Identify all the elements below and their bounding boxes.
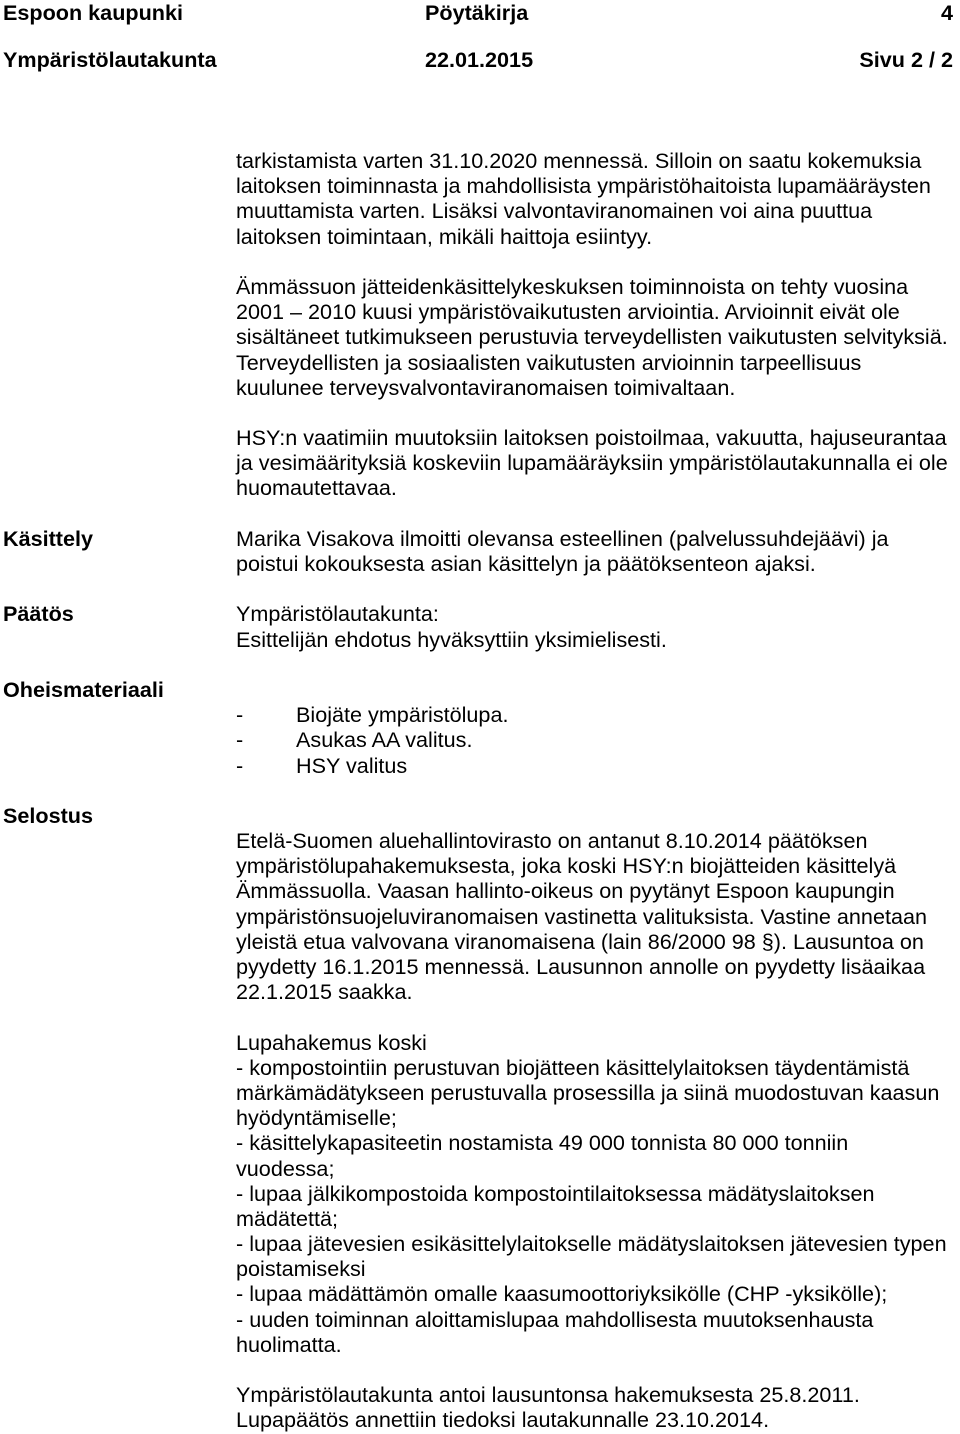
section-selostus bbox=[0, 803, 960, 1433]
paragraph bbox=[236, 1382, 960, 1432]
text-line: vuodessa; bbox=[236, 1155, 335, 1181]
section-paatos bbox=[0, 601, 960, 651]
text-line: tarkistamista varten 31.10.2020 mennessä. Silloin on saatu kokemuksia bbox=[236, 148, 922, 173]
text-line: huomautettavaa. bbox=[236, 475, 397, 501]
text-line: Ympäristölautakunta antoi lausuntonsa hakemuksesta 25.8.2011. bbox=[236, 1382, 860, 1408]
meeting-date: 22.01.2015 bbox=[425, 47, 534, 72]
text-line: huolimatta. bbox=[236, 1331, 342, 1357]
text-line: laitoksen toiminnasta ja mahdollisista ympäristöhaitoista lupamääräysten bbox=[236, 173, 931, 199]
text-line: hyödyntämiselle; bbox=[236, 1105, 397, 1131]
attachment-item-text: HSY valitus bbox=[296, 752, 408, 778]
text-line: muuttamista varten. Lisäksi valvontaviranomainen voi aina puuttua bbox=[236, 198, 873, 224]
text-line: - lupaa jätevesien esikäsittelylaitokselle mädätyslaitoksen jätevesien typen bbox=[236, 1231, 947, 1257]
text-line: yleistä etua valvovana viranomaisena (lain 86/2000 98 §). Lausuntoa on bbox=[236, 928, 924, 954]
text-line: - lupaa jälkikompostoida kompostointilaitoksessa mädätyslaitoksen bbox=[236, 1180, 875, 1206]
section-label-paatos: Päätös bbox=[3, 601, 74, 627]
text-line: Esittelijän ehdotus hyväksyttiin yksimielisesti. bbox=[236, 626, 667, 652]
attachment-item bbox=[236, 753, 960, 778]
organization-name: Espoon kaupunki bbox=[3, 0, 183, 25]
text-line: - kompostointiin perustuvan biojätteen käsittelylaitoksen täydentämistä bbox=[236, 1054, 910, 1080]
section-label-kasittely: Käsittely bbox=[3, 525, 94, 551]
committee-name: Ympäristölautakunta bbox=[3, 47, 217, 72]
text-line: mädätettä; bbox=[236, 1205, 339, 1231]
intro-text bbox=[236, 148, 960, 501]
text-line: ja vesimäärityksiä koskeviin lupamääräyksiin ympäristölautakunnalla ei ole bbox=[236, 450, 948, 476]
paragraph bbox=[236, 148, 960, 249]
text-line: poistui kokouksesta asian käsittelyn ja päätöksenteon ajaksi. bbox=[236, 551, 816, 576]
attachment-list bbox=[236, 677, 960, 778]
text-line: märkämädätykseen perustuvalla prosessilla ja siinä muodostuvan kaasun bbox=[236, 1079, 940, 1105]
section-label-selostus: Selostus bbox=[3, 802, 94, 828]
attachment-item-text: Biojäte ympäristölupa. bbox=[296, 702, 509, 728]
section-content-paatos bbox=[236, 601, 960, 651]
paragraph bbox=[236, 425, 960, 501]
list-bullet: - bbox=[236, 702, 244, 728]
text-line: ympäristönsuojeluviranomaisen vastinetta valituksista. Vastine annetaan bbox=[236, 903, 927, 929]
attachment-item bbox=[236, 727, 960, 752]
text-line: laitoksen toimintaan, mikäli haittoja esiintyy. bbox=[236, 223, 653, 249]
text-line: - käsittelykapasiteetin nostamista 49 000 tonnista 80 000 tonniin bbox=[236, 1130, 849, 1156]
section-content-selostus bbox=[236, 803, 960, 1433]
attachment-item bbox=[236, 702, 960, 727]
list-bullet: - bbox=[236, 752, 244, 778]
list-bullet: - bbox=[236, 727, 244, 753]
text-line: 2001 – 2010 kuusi ympäristövaikutusten arviointia. Arvioinnit eivät ole bbox=[236, 299, 900, 325]
text-line: sisältäneet tutkimukseen perustuvia terveydellisten vaikutusten selvityksiä. bbox=[236, 324, 948, 350]
paragraph bbox=[236, 274, 960, 400]
paragraph bbox=[236, 1030, 960, 1357]
text-line: kuulunee terveysvalvontaviranomaisen toimivaltaan. bbox=[236, 374, 736, 400]
section-oheismateriaali bbox=[0, 677, 960, 778]
section-kasittely bbox=[0, 526, 960, 576]
attachment-item-text: Asukas AA valitus. bbox=[296, 727, 473, 753]
page-number: Sivu 2 / 2 bbox=[859, 47, 953, 72]
text-line: HSY:n vaatimiin muutoksiin laitoksen poistoilmaa, vakuutta, hajuseurantaa bbox=[236, 425, 947, 451]
page-header-row-2 bbox=[0, 47, 960, 72]
section-label-oheismateriaali: Oheismateriaali bbox=[3, 676, 164, 702]
text-line: Lupapäätös annettiin tiedoksi lautakunnalle 23.10.2014. bbox=[236, 1407, 770, 1433]
text-line: Etelä-Suomen aluehallintovirasto on antanut 8.10.2014 päätöksen bbox=[236, 828, 868, 854]
text-line: poistamiseksi bbox=[236, 1256, 366, 1282]
text-line: pyydetty 16.1.2015 mennessä. Lausunnon annolle on pyydetty lisäaikaa bbox=[236, 954, 926, 979]
paragraph bbox=[236, 828, 960, 1004]
text-line: Ämmässuon jätteidenkäsittelykeskuksen toiminnoista on tehty vuosina bbox=[236, 273, 909, 299]
text-line: Marika Visakova ilmoitti olevansa esteellinen (palvelussuhdejäävi) ja bbox=[236, 525, 889, 551]
text-line: - uuden toiminnan aloittamislupaa mahdollisesta muutoksenhausta bbox=[236, 1306, 874, 1332]
document-type: Pöytäkirja bbox=[425, 0, 529, 25]
text-line: ympäristölupahakemuksesta, joka koski HSY:n biojätteiden käsittelyä bbox=[236, 853, 897, 879]
document-body bbox=[0, 148, 960, 1433]
text-line: 22.1.2015 saakka. bbox=[236, 979, 413, 1005]
text-line: Ympäristölautakunta: bbox=[236, 601, 439, 627]
section-number: 4 bbox=[940, 0, 953, 25]
text-line: Terveydellisten ja sosiaalisten vaikutusten arvioinnin tarpeellisuus bbox=[236, 349, 862, 375]
text-line: Ämmässuolla. Vaasan hallinto-oikeus on pyytänyt Espoon kaupungin bbox=[236, 878, 895, 904]
text-line: - lupaa mädättämön omalle kaasumoottoriyksikölle (CHP -yksikölle); bbox=[236, 1281, 888, 1307]
page-header-row-1 bbox=[0, 0, 960, 25]
text-line: Lupahakemus koski bbox=[236, 1029, 427, 1055]
section-content-kasittely bbox=[236, 526, 960, 576]
